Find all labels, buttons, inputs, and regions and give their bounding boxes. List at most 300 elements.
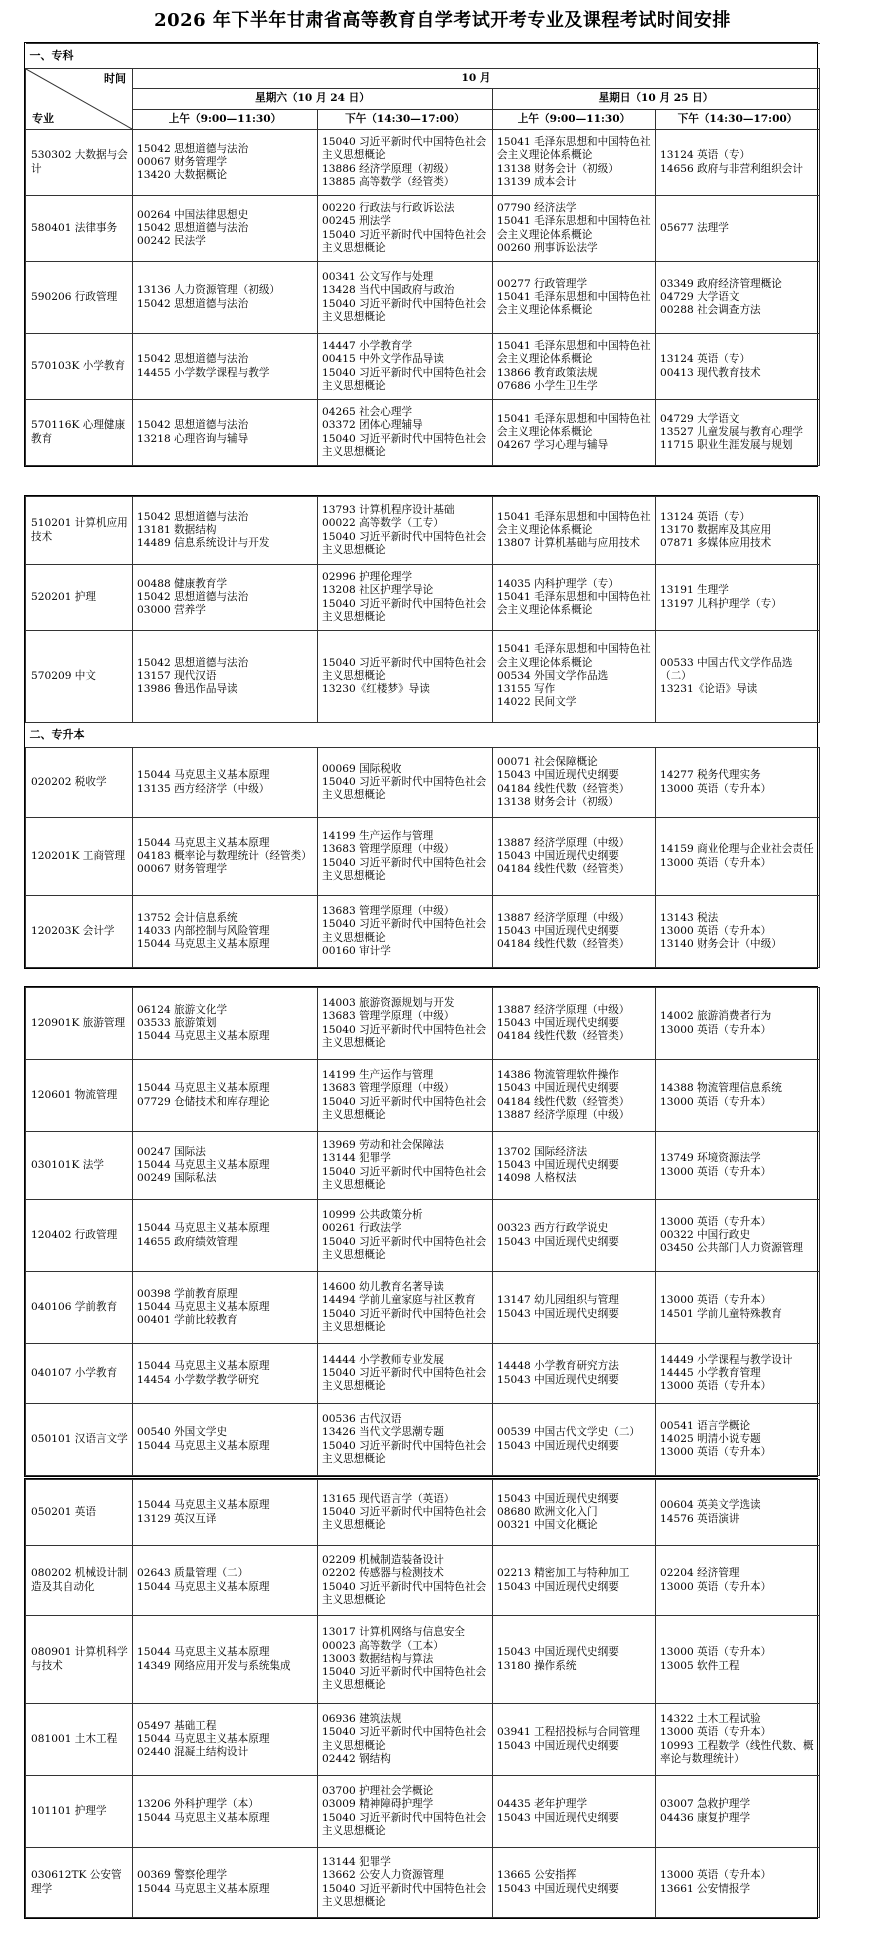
rows-block1	[26, 130, 820, 466]
course-item: 13124 英语（专）	[660, 353, 751, 366]
course-cell-c1	[133, 1060, 318, 1132]
course-item: 13140 财务会计（中级）	[660, 938, 782, 951]
course-item: 15043 中国近现代史纲要	[497, 1492, 619, 1505]
course-cell-c4	[656, 1344, 820, 1404]
course-cell-c4	[656, 896, 820, 968]
rows-block3	[26, 988, 820, 1476]
course-item: 14386 物流管理软件操作	[497, 1069, 619, 1082]
course-item: 15042 思想道德与法治	[137, 353, 249, 366]
course-item: 13000 英语（专升本）	[660, 1580, 772, 1593]
course-item: 00415 中外文学作品导读	[322, 353, 444, 366]
course-cell-c1	[133, 400, 318, 466]
course-item: 00277 行政管理学	[497, 277, 588, 290]
course-item: 07686 小学生卫生学	[497, 379, 598, 392]
course-cell-c2	[318, 1546, 493, 1616]
table-row	[26, 1060, 820, 1132]
header-row-days	[26, 89, 820, 109]
table-row	[26, 130, 820, 196]
course-item: 15044 马克思主义基本原理	[137, 769, 270, 782]
course-cell-c4	[656, 1616, 820, 1704]
course-cell-c2	[318, 1704, 493, 1776]
course-cell-c2	[318, 130, 493, 196]
course-cell-c1	[133, 334, 318, 400]
course-item: 03009 精神障碍护理学	[322, 1798, 434, 1811]
major-name: 570103K 小学教育	[26, 334, 133, 400]
course-item: 00321 中国文化概论	[497, 1519, 598, 1532]
course-cell-c2	[318, 565, 493, 631]
course-cell-c3	[493, 988, 656, 1060]
course-item: 00242 民法学	[137, 235, 206, 248]
course-item: 13752 会计信息系统	[137, 911, 238, 924]
course-item: 15043 中国近现代史纲要	[497, 1082, 619, 1095]
major-name: 570209 中文	[26, 631, 133, 723]
course-cell-c2	[318, 334, 493, 400]
course-item: 04184 线性代数（经管类）	[497, 1030, 630, 1043]
course-item: 13887 经济学原理（中级）	[497, 911, 630, 924]
major-name: 120901K 旅游管理	[26, 988, 133, 1060]
course-item: 00069 国际税收	[322, 762, 402, 775]
course-item: 13969 劳动和社会保障法	[322, 1139, 444, 1152]
course-item: 13702 国际经济法	[497, 1145, 588, 1158]
course-item: 13191 生理学	[660, 584, 729, 597]
course-item: 10993 工程数学（线性代数、概率论与数理统计）	[660, 1739, 814, 1765]
course-cell-c4	[656, 1272, 820, 1344]
course-item: 00160 审计学	[322, 944, 391, 957]
course-item: 03000 营养学	[137, 604, 206, 617]
course-item: 00488 健康教育学	[137, 577, 228, 590]
major-name: 020202 税收学	[26, 748, 133, 818]
schedule-table-2	[25, 496, 820, 968]
course-item: 13887 经济学原理（中级）	[497, 836, 630, 849]
course-cell-c1	[133, 748, 318, 818]
course-cell-c3	[493, 1272, 656, 1344]
course-item: 15044 马克思主义基本原理	[137, 1439, 270, 1452]
course-item: 15042 思想道德与法治	[137, 142, 249, 155]
header-day2-am: 上午（9:00—11:30）	[493, 109, 656, 129]
course-item: 13000 英语（专升本）	[660, 1726, 772, 1739]
course-item: 13147 幼儿园组织与管理	[497, 1294, 619, 1307]
course-item: 07790 经济法学	[497, 202, 577, 215]
course-cell-c1	[133, 1704, 318, 1776]
course-cell-c3	[493, 1132, 656, 1200]
table-row	[26, 631, 820, 723]
course-item: 05497 基础工程	[137, 1719, 217, 1732]
course-item: 13683 管理学原理（中级）	[322, 1082, 455, 1095]
course-cell-c1	[133, 1480, 318, 1546]
header-day2-pm: 下午（14:30—17:00）	[656, 109, 820, 129]
course-cell-c4	[656, 565, 820, 631]
major-name: 050101 汉语言文学	[26, 1404, 133, 1476]
course-item: 15044 马克思主义基本原理	[137, 1300, 270, 1313]
course-item: 14576 英语演讲	[660, 1512, 740, 1525]
course-item: 13886 经济学原理（初级）	[322, 162, 455, 175]
course-cell-c4	[656, 1404, 820, 1476]
table-row	[26, 1704, 820, 1776]
course-item: 02209 机械制造装备设计	[322, 1554, 444, 1567]
course-item: 15041 毛泽东思想和中国特色社会主义理论体系概论	[497, 290, 651, 317]
course-item: 13230《红楼梦》导读	[322, 683, 430, 696]
course-item: 00541 语言学概论	[660, 1419, 751, 1432]
course-item: 15044 马克思主义基本原理	[137, 1732, 270, 1745]
table-row	[26, 262, 820, 334]
course-item: 15044 马克思主义基本原理	[137, 1222, 270, 1235]
course-cell-c4	[656, 1704, 820, 1776]
course-cell-c3	[493, 1344, 656, 1404]
course-cell-c4	[656, 1060, 820, 1132]
major-name: 080202 机械设计制造及其自动化	[26, 1546, 133, 1616]
major-name: 510201 计算机应用技术	[26, 497, 133, 565]
course-item: 15043 中国近现代史纲要	[497, 1158, 619, 1171]
course-item: 14444 小学教师专业发展	[322, 1353, 444, 1366]
table-row	[26, 1132, 820, 1200]
course-item: 15041 毛泽东思想和中国特色社会主义理论体系概论	[497, 136, 651, 162]
course-item: 04267 学习心理与辅导	[497, 439, 609, 452]
course-item: 15044 马克思主义基本原理	[137, 1030, 270, 1043]
table-row	[26, 334, 820, 400]
course-item: 02204 经济管理	[660, 1567, 740, 1580]
course-item: 15041 毛泽东思想和中国特色社会主义理论体系概论	[497, 643, 651, 669]
course-item: 15040 习近平新时代中国特色社会主义思想概论	[322, 136, 487, 162]
table-row	[26, 1344, 820, 1404]
header-row-sessions	[26, 109, 820, 129]
course-item: 14454 小学数学教学研究	[137, 1373, 259, 1386]
course-cell-c3	[493, 497, 656, 565]
course-item: 00413 现代教育技术	[660, 366, 761, 379]
course-item: 13793 计算机程序设计基础	[322, 504, 455, 517]
course-item: 15042 思想道德与法治	[137, 656, 249, 669]
course-item: 13197 儿科护理学（专）	[660, 597, 782, 610]
course-item: 15042 思想道德与法治	[137, 590, 249, 603]
major-name: 530302 大数据与会计	[26, 130, 133, 196]
course-item: 13003 数据结构与算法	[322, 1652, 434, 1665]
course-item: 15040 习近平新时代中国特色社会主义思想概论	[322, 1439, 487, 1465]
schedule-block-3	[24, 986, 818, 1477]
course-item: 13218 心理咨询与辅导	[137, 432, 249, 445]
course-item: 15040 习近平新时代中国特色社会主义思想概论	[322, 228, 487, 254]
course-item: 04184 线性代数（经管类）	[497, 863, 630, 876]
course-item: 15044 马克思主义基本原理	[137, 1158, 270, 1171]
course-item: 15040 习近平新时代中国特色社会主义思想概论	[322, 1307, 487, 1333]
course-item: 14098 人格权法	[497, 1172, 577, 1185]
course-item: 00288 社会调查方法	[660, 304, 761, 317]
course-item: 13426 当代文学思潮专题	[322, 1426, 444, 1439]
rows-block2b	[26, 748, 820, 968]
course-cell-c1	[133, 1404, 318, 1476]
course-item: 13138 财务会计（初级）	[497, 795, 619, 808]
course-item: 02442 钢结构	[322, 1752, 391, 1765]
table-row	[26, 1480, 820, 1546]
course-item: 04184 线性代数（经管类）	[497, 1095, 630, 1108]
course-cell-c1	[133, 565, 318, 631]
course-item: 13683 管理学原理（中级）	[322, 1010, 455, 1023]
course-item: 13170 数据库及其应用	[660, 523, 772, 536]
course-item: 00022 高等数学（工专）	[322, 517, 444, 530]
course-cell-c3	[493, 631, 656, 723]
course-item: 15040 习近平新时代中国特色社会主义思想概论	[322, 1505, 487, 1532]
course-item: 00341 公文写作与处理	[322, 271, 434, 284]
course-item: 15040 习近平新时代中国特色社会主义思想概论	[322, 1023, 487, 1049]
course-item: 14199 生产运作与管理	[322, 830, 434, 843]
course-item: 13135 西方经济学（中级）	[137, 782, 270, 795]
course-item: 00533 中国古代文学作品选（二）	[660, 656, 793, 682]
course-cell-c2	[318, 1272, 493, 1344]
course-item: 15040 习近平新时代中国特色社会主义思想概论	[322, 597, 487, 623]
course-item: 15041 毛泽东思想和中国特色社会主义理论体系概论	[497, 340, 651, 366]
major-name: 081001 土木工程	[26, 1704, 133, 1776]
course-item: 14003 旅游资源规划与开发	[322, 997, 455, 1010]
course-item: 15043 中国近现代史纲要	[497, 1811, 619, 1824]
course-item: 00398 学前教育原理	[137, 1287, 238, 1300]
course-item: 13000 英语（专升本）	[660, 1215, 772, 1228]
course-item: 15040 习近平新时代中国特色社会主义思想概论	[322, 856, 487, 882]
course-cell-c4	[656, 818, 820, 896]
course-item: 13662 公安人力资源管理	[322, 1869, 444, 1882]
header-day2: 星期日（10 月 25 日）	[493, 89, 820, 109]
course-item: 13231《论语》导读	[660, 683, 758, 696]
course-item: 13144 犯罪学	[322, 1856, 391, 1869]
course-item: 05677 法理学	[660, 221, 729, 234]
course-item: 06124 旅游文化学	[137, 1003, 228, 1016]
course-item: 13000 英语（专升本）	[660, 1646, 772, 1659]
course-item: 14002 旅游消费者行为	[660, 1010, 772, 1023]
course-item: 15043 中国近现代史纲要	[497, 1235, 619, 1248]
course-item: 14494 学前儿童家庭与社区教育	[322, 1294, 476, 1307]
course-item: 14449 小学课程与教学设计	[660, 1353, 793, 1366]
course-cell-c2	[318, 1200, 493, 1272]
course-item: 14033 内部控制与风险管理	[137, 924, 270, 937]
course-item: 04435 老年护理学	[497, 1798, 588, 1811]
major-name: 030612TK 公安管理学	[26, 1848, 133, 1918]
course-item: 15040 习近平新时代中国特色社会主义思想概论	[322, 1666, 487, 1692]
course-item: 00260 刑事诉讼法学	[497, 241, 598, 254]
course-item: 15043 中国近现代史纲要	[497, 1307, 619, 1320]
course-item: 13428 当代中国政府与政治	[322, 284, 455, 297]
course-item: 15044 马克思主义基本原理	[137, 938, 270, 951]
course-item: 00249 国际私法	[137, 1172, 217, 1185]
course-item: 13206 外科护理学（本）	[137, 1798, 259, 1811]
course-item: 15043 中国近现代史纲要	[497, 769, 619, 782]
course-item: 04183 概率论与数理统计（经管类）	[137, 849, 312, 862]
course-cell-c1	[133, 196, 318, 262]
course-cell-c4	[656, 748, 820, 818]
course-cell-c3	[493, 748, 656, 818]
course-item: 13000 英语（专升本）	[660, 782, 772, 795]
course-item: 13000 英语（专升本）	[660, 856, 772, 869]
course-cell-c3	[493, 1404, 656, 1476]
course-item: 13155 写作	[497, 683, 556, 696]
course-item: 13124 英语（专）	[660, 510, 751, 523]
course-item: 04265 社会心理学	[322, 406, 413, 419]
major-name: 580401 法律事务	[26, 196, 133, 262]
course-item: 15041 毛泽东思想和中国特色社会主义理论体系概论	[497, 510, 651, 536]
course-item: 14025 明清小说专题	[660, 1432, 761, 1445]
course-item: 14489 信息系统设计与开发	[137, 537, 270, 550]
course-item: 15044 马克思主义基本原理	[137, 1499, 270, 1512]
major-name: 050201 英语	[26, 1480, 133, 1546]
major-name: 120601 物流管理	[26, 1060, 133, 1132]
course-item: 00264 中国法律思想史	[137, 208, 249, 221]
major-name: 590206 行政管理	[26, 262, 133, 334]
course-item: 14600 幼儿教育名著导读	[322, 1281, 444, 1294]
course-cell-c4	[656, 988, 820, 1060]
course-item: 15040 习近平新时代中国特色社会主义思想概论	[322, 297, 487, 323]
course-cell-c1	[133, 1344, 318, 1404]
course-cell-c3	[493, 1704, 656, 1776]
header-day1-am: 上午（9:00—11:30）	[133, 109, 318, 129]
course-item: 15040 习近平新时代中国特色社会主义思想概论	[322, 530, 487, 556]
table-row	[26, 1776, 820, 1848]
course-item: 14455 小学数学课程与教学	[137, 366, 270, 379]
course-item: 15040 习近平新时代中国特色社会主义思想概论	[322, 1235, 487, 1261]
course-item: 00067 财务管理学	[137, 155, 228, 168]
course-item: 13527 儿童发展与教育心理学	[660, 425, 804, 438]
course-item: 15042 思想道德与法治	[137, 221, 249, 234]
course-item: 15041 毛泽东思想和中国特色社会主义理论体系概论	[497, 412, 651, 438]
major-name: 040106 学前教育	[26, 1272, 133, 1344]
rows-block2	[26, 497, 820, 723]
course-item: 13000 英语（专升本）	[660, 924, 772, 937]
course-item: 15042 思想道德与法治	[137, 510, 249, 523]
course-item: 02213 精密加工与特种加工	[497, 1567, 630, 1580]
course-item: 13005 软件工程	[660, 1659, 740, 1672]
course-cell-c1	[133, 896, 318, 968]
course-item: 13181 数据结构	[137, 523, 217, 536]
course-item: 15043 中国近现代史纲要	[497, 849, 619, 862]
course-item: 13000 英语（专升本）	[660, 1294, 772, 1307]
course-item: 00067 财务管理学	[137, 863, 228, 876]
table-row	[26, 988, 820, 1060]
course-cell-c2	[318, 1344, 493, 1404]
course-cell-c4	[656, 1776, 820, 1848]
course-item: 13157 现代汉语	[137, 669, 217, 682]
major-name: 030101K 法学	[26, 1132, 133, 1200]
major-name: 120203K 会计学	[26, 896, 133, 968]
course-cell-c4	[656, 1848, 820, 1918]
section-title-zhuanke: 一、专科	[26, 44, 820, 69]
course-item: 15043 中国近现代史纲要	[497, 1882, 619, 1895]
course-item: 04436 康复护理学	[660, 1811, 751, 1824]
course-item: 14022 民间文学	[497, 696, 577, 709]
course-cell-c4	[656, 631, 820, 723]
course-item: 13885 高等数学（经管类）	[322, 175, 455, 188]
course-cell-c2	[318, 1404, 493, 1476]
course-cell-c4	[656, 196, 820, 262]
course-item: 00401 学前比较教育	[137, 1314, 238, 1327]
course-cell-c1	[133, 1272, 318, 1344]
table-row	[26, 196, 820, 262]
course-item: 13000 英语（专升本）	[660, 1023, 772, 1036]
course-item: 15044 马克思主义基本原理	[137, 1580, 270, 1593]
course-cell-c1	[133, 988, 318, 1060]
course-cell-c1	[133, 1616, 318, 1704]
table-row	[26, 1404, 820, 1476]
course-item: 00604 英美文学选读	[660, 1499, 761, 1512]
course-item: 13000 英语（专升本）	[660, 1165, 772, 1178]
course-item: 02202 传感器与检测技术	[322, 1567, 444, 1580]
course-cell-c4	[656, 262, 820, 334]
course-item: 13124 英语（专）	[660, 149, 751, 162]
rows-block4	[26, 1480, 820, 1918]
course-cell-c3	[493, 818, 656, 896]
course-item: 15044 马克思主义基本原理	[137, 1811, 270, 1824]
course-item: 15040 习近平新时代中国特色社会主义思想概论	[322, 1366, 487, 1393]
header-row-month	[26, 69, 820, 89]
course-item: 00261 行政法学	[322, 1222, 402, 1235]
course-item: 15040 习近平新时代中国特色社会主义思想概论	[322, 656, 487, 682]
course-cell-c4	[656, 1132, 820, 1200]
course-item: 13661 公安情报学	[660, 1882, 751, 1895]
course-item: 15041 毛泽东思想和中国特色社会主义理论体系概论	[497, 215, 651, 241]
course-item: 15042 思想道德与法治	[137, 419, 249, 432]
schedule-block-1	[24, 42, 818, 467]
course-cell-c1	[133, 1200, 318, 1272]
course-item: 03941 工程招投标与合同管理	[497, 1726, 641, 1739]
table-row	[26, 748, 820, 818]
course-item: 03700 护理社会学概论	[322, 1785, 434, 1798]
course-item: 00369 警察伦理学	[137, 1869, 228, 1882]
course-cell-c4	[656, 1546, 820, 1616]
course-item: 15040 习近平新时代中国特色社会主义思想概论	[322, 1165, 487, 1191]
course-cell-c2	[318, 400, 493, 466]
major-name: 120402 行政管理	[26, 1200, 133, 1272]
course-cell-c4	[656, 497, 820, 565]
course-cell-c3	[493, 1848, 656, 1918]
course-cell-c2	[318, 988, 493, 1060]
course-item: 02440 混凝土结构设计	[137, 1746, 249, 1759]
course-item: 04184 线性代数（经管类）	[497, 782, 630, 795]
course-item: 15041 毛泽东思想和中国特色社会主义理论体系概论	[497, 590, 651, 617]
course-item: 13000 英语（专升本）	[660, 1380, 772, 1393]
header-month: 10 月	[133, 69, 820, 89]
course-item: 15044 马克思主义基本原理	[137, 1882, 270, 1895]
course-cell-c3	[493, 262, 656, 334]
table-row	[26, 1546, 820, 1616]
course-item: 13138 财务会计（初级）	[497, 162, 619, 175]
course-item: 11715 职业生涯发展与规划	[660, 439, 793, 452]
course-item: 14349 网络应用开发与系统集成	[137, 1659, 291, 1672]
major-name: 040107 小学教育	[26, 1344, 133, 1404]
schedule-table-1	[25, 43, 820, 466]
course-cell-c1	[133, 1848, 318, 1918]
table-row	[26, 896, 820, 968]
course-item: 02996 护理伦理学	[322, 571, 413, 584]
course-item: 00540 外国文学史	[137, 1426, 228, 1439]
course-item: 15040 习近平新时代中国特色社会主义思想概论	[322, 775, 487, 802]
course-item: 15040 习近平新时代中国特色社会主义思想概论	[322, 1095, 487, 1121]
course-item: 13807 计算机基础与应用技术	[497, 537, 641, 550]
course-item: 14388 物流管理信息系统	[660, 1082, 782, 1095]
course-item: 14277 税务代理实务	[660, 769, 761, 782]
course-cell-c3	[493, 896, 656, 968]
course-item: 15040 习近平新时代中国特色社会主义思想概论	[322, 1811, 487, 1837]
major-name: 101101 护理学	[26, 1776, 133, 1848]
section-title-zhuanshengben: 二、专升本	[26, 723, 820, 748]
course-cell-c3	[493, 196, 656, 262]
major-name: 570116K 心理健康教育	[26, 400, 133, 466]
header-day1: 星期六（10 月 24 日）	[133, 89, 493, 109]
schedule-block-2	[24, 495, 818, 969]
course-item: 15044 马克思主义基本原理	[137, 836, 270, 849]
course-item: 15044 马克思主义基本原理	[137, 1360, 270, 1373]
course-item: 13000 英语（专升本）	[660, 1095, 772, 1108]
course-item: 00536 古代汉语	[322, 1413, 402, 1426]
course-cell-c1	[133, 1132, 318, 1200]
course-item: 15042 思想道德与法治	[137, 297, 249, 310]
course-cell-c2	[318, 818, 493, 896]
table-row	[26, 818, 820, 896]
course-item: 14199 生产运作与管理	[322, 1069, 434, 1082]
major-name: 120201K 工商管理	[26, 818, 133, 896]
